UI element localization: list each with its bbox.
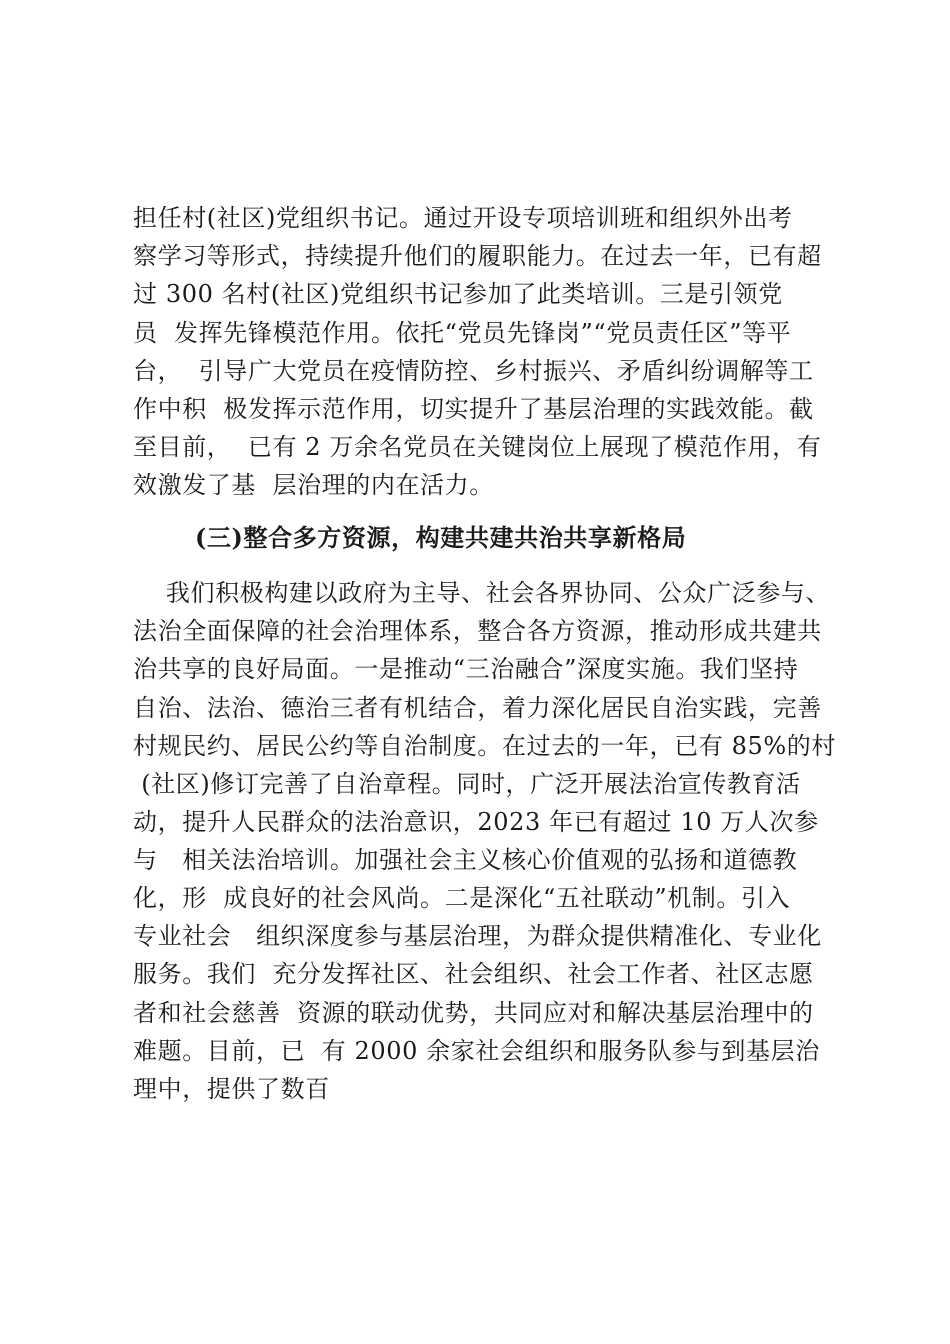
text-line: 法治全面保障的社会治理体系，整合各方资源，推动形成共建共 <box>133 617 822 645</box>
text-line: 化，形 成良好的社会风尚。二是深化“五社联动”机制。引入 <box>133 884 791 912</box>
text-line: 服务。我们 充分发挥社区、社会组织、社会工作者、社区志愿 <box>133 960 814 988</box>
text-line: 与 相关法治培训。加强社会主义核心价值观的弘扬和道德教 <box>133 846 798 874</box>
text-line: 至目前， 已有 2 万余名党员在关键岗位上展现了模范作用，有 <box>133 433 822 461</box>
text-line: 专业社会 组织深度参与基层治理，为群众提供精准化、专业化 <box>133 922 822 950</box>
text-line: 村规民约、居民公约等自治制度。在过去的一年，已有 85%的村 <box>133 732 836 760</box>
text-line: 动，提升人民群众的法治意识，2023 年已有超过 10 万人次参 <box>133 808 819 836</box>
text-line: 察学习等形式，持续提升他们的履职能力。在过去一年，已有超 <box>133 242 822 270</box>
text-line: 担任村(社区)党组织书记。通过开设专项培训班和组织外出考 <box>133 204 793 232</box>
text-line: 理中，提供了数百 <box>133 1075 330 1103</box>
section-heading: (三)整合多方资源，构建共建共治共享新格局 <box>195 523 687 552</box>
text-line: 自治、法治、德治三者有机结合，着力深化居民自治实践，完善 <box>133 694 822 722</box>
text-line: 过 300 名村(社区)党组织书记参加了此类培训。三是引领党 <box>133 280 783 308</box>
text-line: 台， 引导广大党员在疫情防控、乡村振兴、矛盾纠纷调解等工 <box>133 357 814 385</box>
text-line: 难题。目前，已 有 2000 余家社会组织和服务队参与到基层治 <box>133 1037 820 1065</box>
text-line: 者和社会慈善 资源的联动优势，共同应对和解决基层治理中的 <box>133 999 814 1027</box>
text-line: 我们积极构建以政府为主导、社会各界协同、公众广泛参与、 <box>133 579 831 607</box>
text-line: 作中积 极发挥示范作用，切实提升了基层治理的实践效能。截 <box>133 395 814 423</box>
text-line: (社区)修订完善了自治章程。同时，广泛开展法治宣传教育活 <box>133 770 801 798</box>
text-line: 治共享的良好局面。一是推动“三治融合”深度实施。我们坚持 <box>133 655 799 683</box>
text-line: 效激发了基 层治理的内在活力。 <box>133 471 494 499</box>
text-line: 员 发挥先锋模范作用。依托“党员先锋岗”“党员责任区”等平 <box>133 319 792 347</box>
